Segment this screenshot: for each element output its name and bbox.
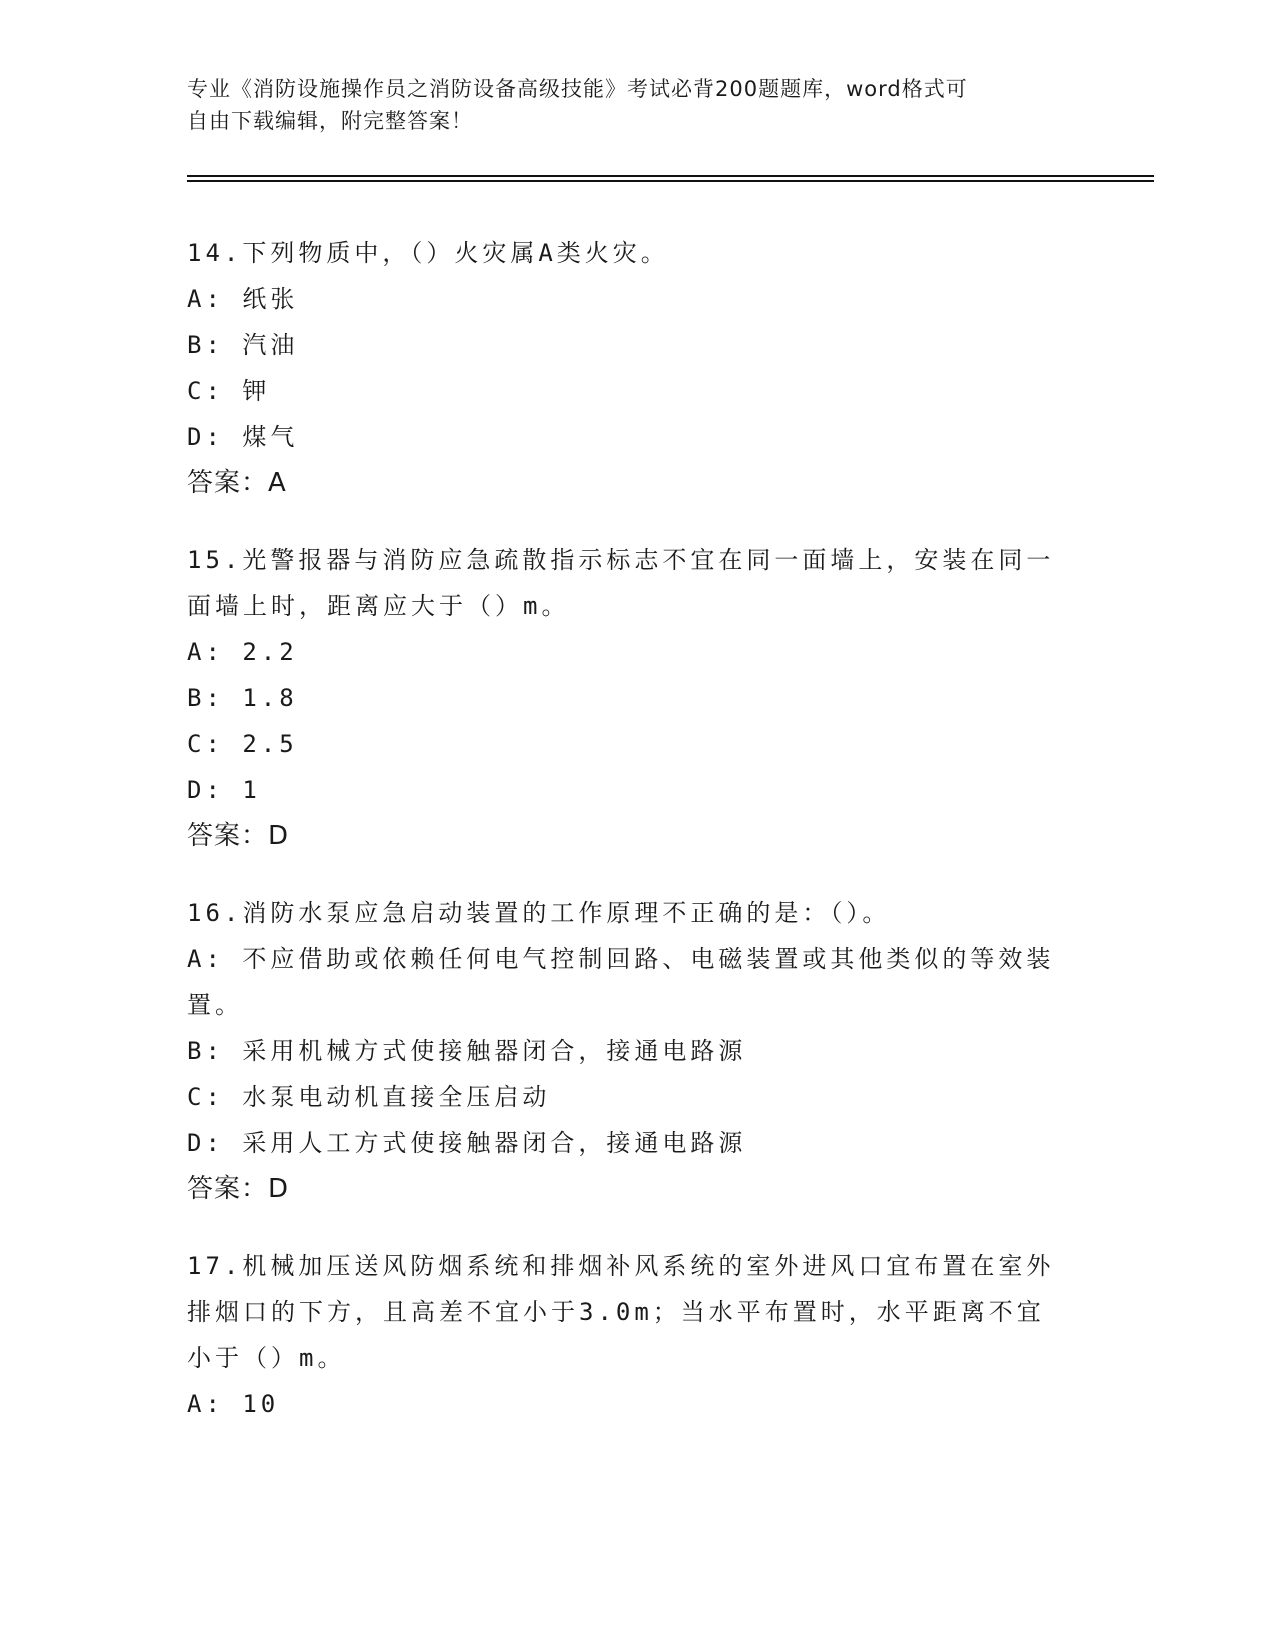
question-17-stem-line-1: 17.机械加压送风防烟系统和排烟补风系统的室外进风口宜布置在室外	[187, 1252, 1055, 1280]
question-17-option-a: A: 10	[187, 1390, 280, 1418]
question-16-option-d: D: 采用人工方式使接触器闭合，接通电路源	[187, 1129, 747, 1157]
question-16	[187, 890, 1087, 1212]
question-16-option-b: B: 采用机械方式使接触器闭合，接通电路源	[187, 1037, 747, 1065]
question-16-stem: 16.消防水泵应急启动装置的工作原理不正确的是：（）。	[187, 899, 891, 927]
question-15-stem-line-2: 面墙上时，距离应大于（）m。	[187, 592, 570, 620]
question-14-option-b: B: 汽油	[187, 331, 299, 359]
question-14-option-a: A: 纸张	[187, 285, 299, 313]
question-16-answer: 答案：D	[187, 1174, 290, 1204]
question-15-option-b: B: 1.8	[187, 684, 298, 712]
question-15-option-a: A: 2.2	[187, 638, 298, 666]
question-15-option-d: D: 1	[187, 776, 261, 804]
question-17-stem-line-3: 小于（）m。	[187, 1344, 346, 1372]
question-15-answer: 答案：D	[187, 821, 290, 851]
question-14	[187, 230, 1087, 506]
question-15-option-c: C: 2.5	[187, 730, 298, 758]
header-title-line-2: 自由下载编辑，附完整答案！	[187, 109, 473, 133]
header-divider-bottom	[187, 180, 1154, 182]
document-header	[187, 73, 1067, 137]
question-list	[187, 230, 1087, 1458]
header-title-line-1: 专业《消防设施操作员之消防设备高级技能》考试必背200题题库，word格式可	[187, 77, 968, 101]
question-17	[187, 1243, 1087, 1427]
question-15	[187, 537, 1087, 859]
question-15-stem-line-1: 15.光警报器与消防应急疏散指示标志不宜在同一面墙上，安装在同一	[187, 546, 1055, 574]
question-14-option-c: C: 钾	[187, 377, 271, 405]
header-divider-top	[187, 175, 1154, 177]
question-17-stem-line-2: 排烟口的下方，且高差不宜小于3.0m；当水平布置时，水平距离不宜	[187, 1298, 1045, 1326]
question-16-option-a-line-1: A: 不应借助或依赖任何电气控制回路、电磁装置或其他类似的等效装	[187, 945, 1055, 973]
question-14-option-d: D: 煤气	[187, 423, 299, 451]
question-14-stem: 14.下列物质中，（）火灾属A类火灾。	[187, 239, 669, 267]
question-16-option-c: C: 水泵电动机直接全压启动	[187, 1083, 551, 1111]
question-14-answer: 答案：A	[187, 468, 287, 498]
question-16-option-a-line-2: 置。	[187, 991, 243, 1019]
